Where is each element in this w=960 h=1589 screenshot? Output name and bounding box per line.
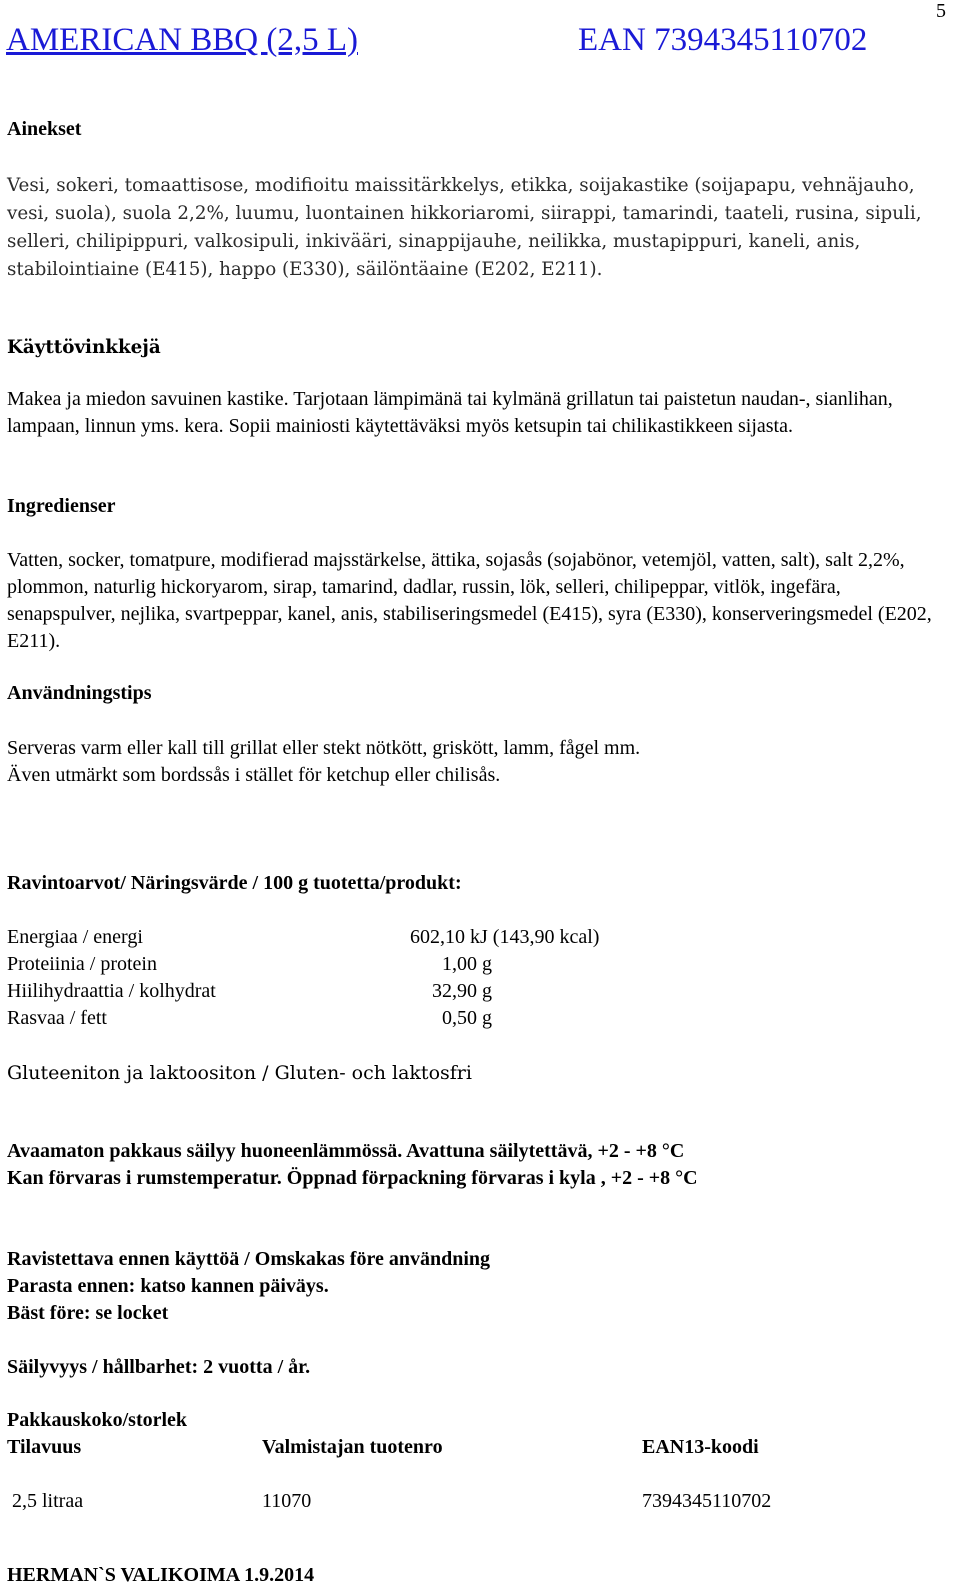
kayttovinkkeja-text: Makea ja miedon savuinen kastike. Tarjotaan lämpimänä tai kylmänä grillatun tai paistetun naudan-, sianlihan, lampaan, linnun yms. kera. Sopii mainiosti käytettäväksi myös ketsupin tai chilikastikkeen sijasta. — [7, 388, 893, 437]
package-col-product-no: Valmistajan tuotenro — [262, 1436, 443, 1458]
nutrition-label-carbs: Hiilihydraattia / kolhydrat — [7, 980, 216, 1002]
nutrition-label-protein: Proteiinia / protein — [7, 953, 157, 975]
package-col-volume: Tilavuus — [7, 1436, 82, 1458]
nutrition-heading: Ravintoarvot/ Näringsvärde / 100 g tuotetta/produkt: — [7, 872, 462, 894]
package-col-ean: EAN13-koodi — [642, 1436, 759, 1458]
footer-text: HERMAN`S VALIKOIMA 1.9.2014 — [7, 1564, 315, 1586]
gluten-note: Gluteeniton ja laktoositon / Gluten- och laktosfri — [7, 1062, 472, 1084]
package-value-volume: 2,5 litraa — [12, 1490, 84, 1512]
anvandningstips-line2: Även utmärkt som bordssås i stället för ketchup eller chilisås. — [7, 764, 501, 786]
product-title: AMERICAN BBQ (2,5 L) — [6, 22, 358, 58]
nutrition-value-fat: 0,50 g — [442, 1007, 492, 1029]
package-value-ean: 7394345110702 — [642, 1490, 772, 1512]
anvandningstips-line1: Serveras varm eller kall till grillat eller stekt nötkött, griskött, lamm, fågel mm. — [7, 737, 641, 759]
nutrition-value-energy: 602,10 kJ (143,90 kcal) — [410, 926, 600, 948]
package-heading: Pakkauskoko/storlek — [7, 1409, 188, 1431]
ean-header: EAN 7394345110702 — [578, 22, 868, 58]
nutrition-label-energy: Energiaa / energi — [7, 926, 143, 948]
ainekset-heading: Ainekset — [7, 118, 82, 140]
nutrition-value-protein: 1,00 g — [442, 953, 492, 975]
nutrition-value-carbs: 32,90 g — [432, 980, 492, 1002]
nutrition-label-fat: Rasvaa / fett — [7, 1007, 107, 1029]
page-number: 5 — [936, 0, 946, 22]
best-before-sv: Bäst före: se locket — [7, 1302, 169, 1324]
storage-line2: Kan förvaras i rumstemperatur. Öppnad förpackning förvaras i kyla , +2 - +8 °C — [7, 1167, 698, 1189]
shelf-life: Säilyvyys / hållbarhet: 2 vuotta / år. — [7, 1356, 311, 1378]
kayttovinkkeja-heading: Käyttövinkkejä — [7, 337, 161, 358]
best-before-fi: Parasta ennen: katso kannen päiväys. — [7, 1275, 329, 1297]
ingredienser-heading: Ingredienser — [7, 495, 116, 517]
package-value-product-no: 11070 — [262, 1490, 312, 1512]
ainekset-text: Vesi, sokeri, tomaattisose, modifioitu maissitärkkelys, etikka, soijakastike (soijapapu, vehnäjauho, vesi, suola), suola 2,2%, luumu, luontainen hikkoriaromi, siirappi, tamarindi, taateli, rusina, sipuli, selleri, chilipippuri, valkosipuli, inkivääri, sinappijauhe, neilikka, mustapippuri, kaneli, anis, stabilointiaine (E415), happo (E330), säilöntäaine (E202, E211). — [7, 175, 922, 280]
anvandningstips-heading: Användningstips — [7, 682, 152, 704]
ingredienser-text: Vatten, socker, tomatpure, modifierad majsstärkelse, ättika, sojasås (sojabönor, vetemjöl, vatten, salt), salt 2,2%, plommon, naturlig hickoryarom, sirap, tamarind, dadlar, russin, lök, selleri, chilipeppar, vitlök, ingefära, senapspulver, nejlika, svartpeppar, kanel, anis, stabiliseringsmedel (E415), syra (E330), konserveringsmedel (E202, E211). — [7, 549, 932, 652]
shake-line1: Ravistettava ennen käyttöä / Omskakas före användning — [7, 1248, 491, 1270]
storage-line1: Avaamaton pakkaus säilyy huoneenlämmössä. Avattuna säilytettävä, +2 - +8 °C — [7, 1140, 685, 1162]
